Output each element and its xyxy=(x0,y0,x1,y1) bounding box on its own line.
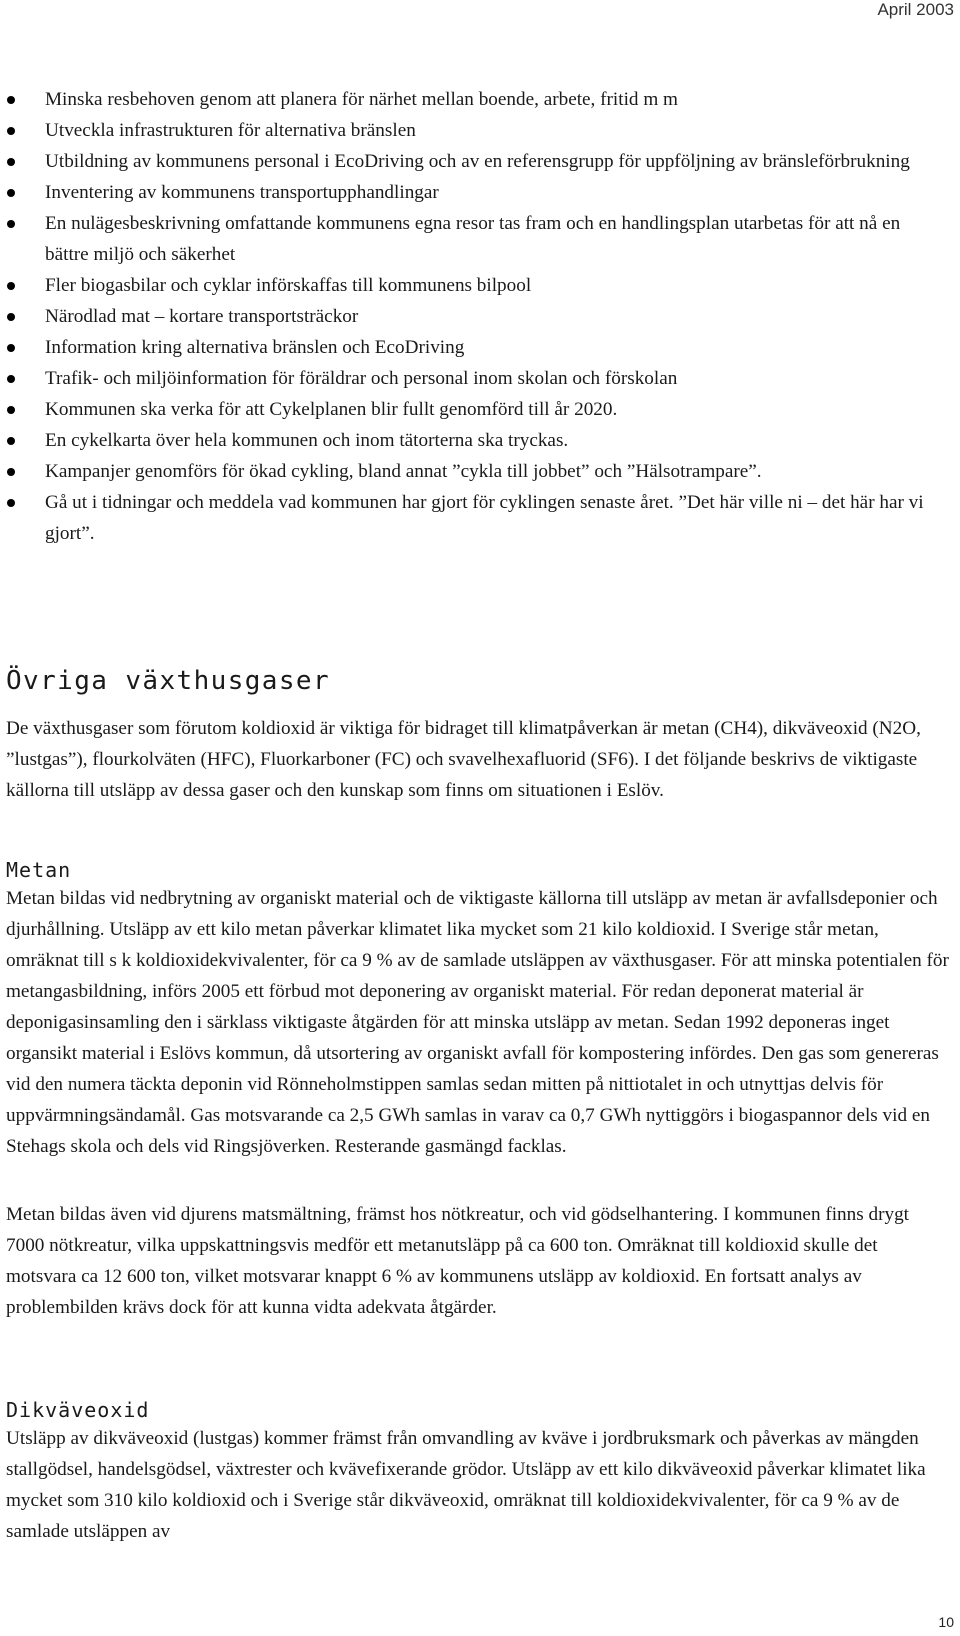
metan-paragraph-1: Metan bildas vid nedbrytning av organiskt material och de viktigaste källorna till utsläpp av metan är avfallsdeponier och djurhållning. Utsläpp av ett kilo metan påverkar klimatet lika mycket som 21 kilo koldioxid. I Sverige står metan, omräknat till s k koldioxidekvivalenter, för ca 9 % av de samlade utsläppen av växthusgaser. För att minska potentialen för metangasbildning, införs 2005 ett förbud mot deponering av organiskt material. För redan deponerat material är deponigasinsamling den i särklass viktigaste åtgärden för att minska utsläpp av metan. Sedan 1992 deponeras inget organsikt material i Eslövs kommun, då utsortering av organiskt avfall för kompostering infördes. Den gas som genereras vid den numera täckta deponin vid Rönneholmstippen samlas sedan mitten på nittiotalet in och utnyttjas delvis för uppvärmningsändamål. Gas motsvarande ca 2,5 GWh samlas in varav ca 0,7 GWh nyttiggörs i biogaspannor dels vid en Stehags skola och dels vid Ringsjöverken. Resterande gasmängd facklas. xyxy=(6,888,949,1157)
list-item-text: En nulägesbeskrivning omfattande kommunens egna resor tas fram och en handlingsplan utarbetas för att nå en bättre miljö och säkerhet xyxy=(45,213,901,265)
bullet-icon xyxy=(7,468,15,476)
section-intro-paragraph: De växthusgaser som förutom koldioxid är viktiga för bidraget till klimatpåverkan är metan (CH4), dikväveoxid (N2O, ”lustgas”), flourkolväten (HFC), Fluorkarboner (FC) och svavelhexafluorid (SF6). I det följande beskrivs de viktigaste källorna till utsläpp av dessa gaser och den kunskap som finns om situationen i Eslöv. xyxy=(6,718,921,801)
list-item xyxy=(0,177,960,208)
dikvaveoxid-heading: Dikväveoxid xyxy=(6,1398,150,1422)
list-item xyxy=(0,332,960,363)
bullet-icon xyxy=(7,127,15,135)
list-item xyxy=(0,363,960,394)
bullet-icon xyxy=(7,344,15,352)
bullet-icon xyxy=(7,499,15,507)
list-item-text: En cykelkarta över hela kommunen och inom tätorterna ska tryckas. xyxy=(45,430,569,451)
list-item-text: Kampanjer genomförs för ökad cykling, bland annat ”cykla till jobbet” och ”Hälsotrampare”. xyxy=(45,461,762,482)
bullet-icon xyxy=(7,375,15,383)
section-heading: Övriga växthusgaser xyxy=(6,666,331,696)
list-item xyxy=(0,394,960,425)
list-item xyxy=(0,84,960,115)
list-item-text: Gå ut i tidningar och meddela vad kommunen har gjort för cyklingen senaste året. ”Det här ville ni – det här har vi gjort”. xyxy=(45,492,924,544)
list-item xyxy=(0,301,960,332)
list-item xyxy=(0,456,960,487)
metan-heading: Metan xyxy=(6,858,72,882)
bullet-icon xyxy=(7,282,15,290)
list-item xyxy=(0,425,960,456)
list-item-text: Utbildning av kommunens personal i EcoDriving och av en referensgrupp för uppföljning av bränsleförbrukning xyxy=(45,151,910,172)
bullet-icon xyxy=(7,189,15,197)
bullet-list xyxy=(0,84,960,549)
dikvaveoxid-paragraph: Utsläpp av dikväveoxid (lustgas) kommer främst från omvandling av kväve i jordbruksmark och påverkas av mängden stallgödsel, handelsgödsel, växtrester och kvävefixerande grödor. Utsläpp av ett kilo dikväveoxid påverkar klimatet lika mycket som 310 kilo koldioxid och i Sverige står dikväveoxid, omräknat till koldioxidekvivalenter, för ca 9 % av de samlade utsläppen av xyxy=(6,1428,926,1542)
bullet-icon xyxy=(7,220,15,228)
list-item-text: Information kring alternativa bränslen och EcoDriving xyxy=(45,337,465,358)
bullet-icon xyxy=(7,158,15,166)
metan-paragraph-2: Metan bildas även vid djurens matsmältning, främst hos nötkreatur, och vid gödselhantering. I kommunen finns drygt 7000 nötkreatur, vilka uppskattningsvis medför ett metanutsläpp på ca 600 ton. Omräknat till koldioxid skulle det motsvara ca 12 600 ton, vilket motsvarar knappt 6 % av kommunens utsläpp av koldioxid. En fortsatt analys av problembilden krävs dock för att kunna vidta adekvata åtgärder. xyxy=(6,1204,910,1318)
bullet-icon xyxy=(7,313,15,321)
page-number: 10 xyxy=(938,1614,954,1630)
list-item-text: Inventering av kommunens transportupphandlingar xyxy=(45,182,439,203)
list-item-text: Närodlad mat – kortare transportsträckor xyxy=(45,306,359,327)
list-item-text: Kommunen ska verka för att Cykelplanen blir fullt genomförd till år 2020. xyxy=(45,399,618,420)
list-item-text: Minska resbehoven genom att planera för närhet mellan boende, arbete, fritid m m xyxy=(45,89,678,110)
list-item-text: Trafik- och miljöinformation för föräldrar och personal inom skolan och förskolan xyxy=(45,368,678,389)
bullet-icon xyxy=(7,437,15,445)
bullet-icon xyxy=(7,406,15,414)
list-item-text: Utveckla infrastrukturen för alternativa bränslen xyxy=(45,120,416,141)
list-item xyxy=(0,146,960,177)
bullet-icon xyxy=(7,96,15,104)
list-item xyxy=(0,208,960,270)
list-item-text: Fler biogasbilar och cyklar införskaffas till kommunens bilpool xyxy=(45,275,532,296)
list-item xyxy=(0,270,960,301)
header-date: April 2003 xyxy=(877,0,954,19)
list-item xyxy=(0,487,960,549)
list-item xyxy=(0,115,960,146)
